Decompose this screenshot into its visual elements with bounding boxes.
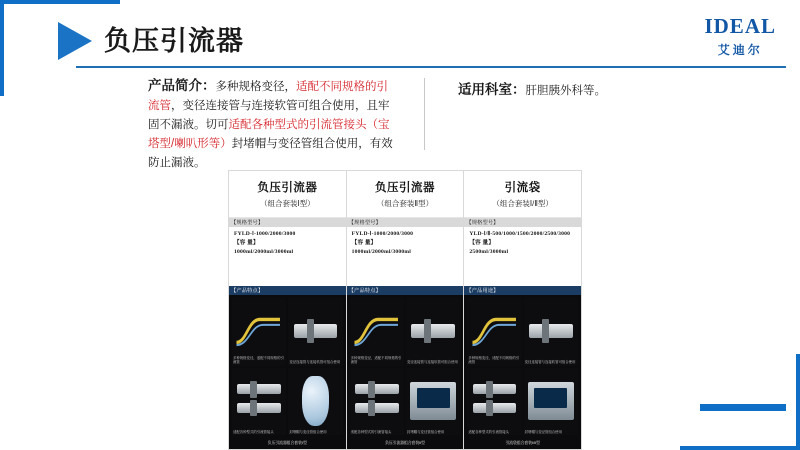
product-column-1-spec	[229, 227, 346, 286]
product-column-1-footer: 负压引流器组合套装Ⅰ型	[229, 438, 346, 449]
photo-caption: 封堵帽与变径管组合使用	[407, 429, 445, 434]
spec-line: 【容 量】	[469, 240, 495, 246]
spec-line: 1000ml/2000ml/3000ml	[351, 249, 411, 255]
spec-line: 【容 量】	[234, 240, 259, 246]
photo-caption: 封堵帽与变径管组合使用	[289, 429, 327, 434]
department-block	[458, 80, 708, 101]
spec-line: 1000ml/2000ml/3000ml	[234, 249, 294, 255]
product-column-2	[347, 171, 465, 449]
photo-caption: 多种规格变径，适配不同规格的引流管	[350, 355, 402, 365]
product-column-2-photo-label: 【产品特点】	[347, 286, 464, 295]
product-column-2-header	[347, 171, 464, 218]
photo-caption: 变径连接管与连接软管可组合使用	[524, 360, 576, 365]
accent-bar	[700, 404, 786, 411]
frame-line-top-left-vertical	[0, 0, 4, 96]
product-column-1-subtitle: （组合套装Ⅰ型）	[259, 199, 315, 208]
product-column-3-spec	[464, 227, 581, 286]
suction-device-photo	[406, 368, 460, 436]
product-column-1-photo-label: 【产品特点】	[229, 286, 346, 295]
product-column-2-spec	[347, 227, 464, 286]
product-column-1-photos	[229, 295, 346, 438]
play-triangle-icon	[58, 22, 92, 60]
logo	[704, 14, 776, 58]
suction-device-photo	[524, 368, 578, 436]
product-intro-text-1: 多种规格变径，	[215, 81, 296, 93]
photo-caption: 封堵帽与变径管组合使用	[524, 429, 562, 434]
product-column-1-spec-label: 【规格型号】	[229, 218, 346, 227]
product-intro-text-2: ，变径连接管与连接软管可组合使用，且牢固不漏液。切可	[148, 100, 390, 131]
photo-caption: 多种规格变径，适配不同规格的引流管	[468, 355, 520, 365]
product-intro-text-3: 封堵帽与变径管组合使用，有效防止漏液。	[148, 138, 393, 169]
photo-caption: 适配各种型式的引流管接头	[233, 429, 274, 434]
product-table	[228, 170, 582, 450]
product-column-2-title: 负压引流器	[375, 182, 435, 194]
spec-line: FYLD-Ⅰ-1000/2000/3000	[351, 231, 414, 237]
product-intro	[148, 76, 393, 173]
product-column-3-header	[464, 171, 581, 218]
product-column-3-title: 引流袋	[504, 182, 541, 194]
drainage-tube-photo	[350, 298, 404, 366]
photo-caption: 多种规格变径，适配不同规格的引流管	[233, 355, 284, 365]
product-column-2-subtitle: （组合套装Ⅱ型）	[376, 199, 434, 208]
product-column-1-header	[229, 171, 346, 218]
product-column-3-spec-label: 【规格型号】	[464, 218, 581, 227]
product-intro-label: 产品简介：	[148, 78, 216, 93]
frame-line-top-left-horizontal	[0, 0, 120, 4]
product-column-3-photos	[464, 295, 581, 438]
department-value: 肝胆胰外科等。	[525, 85, 606, 97]
product-intro-highlight-2: 适配各种型式的引流管接头（宝塔型/喇叭形等）	[148, 119, 390, 150]
intro-divider	[424, 78, 425, 150]
page-title: 负压引流器	[104, 26, 244, 56]
frame-line-bottom-right-horizontal	[680, 446, 800, 450]
drainage-tube-photo	[467, 298, 521, 366]
product-column-3-footer: 引流袋组合套装Ⅰ/Ⅱ型	[464, 438, 581, 449]
connector-photo	[406, 298, 460, 366]
photo-caption: 变径连接管与连接软管可组合使用	[289, 360, 341, 365]
department-label: 适用科室：	[458, 82, 526, 97]
product-column-3-photo-label: 【产品用途】	[464, 286, 581, 295]
drainage-tube-photo	[232, 298, 286, 366]
spec-line: 2500ml/3000ml	[469, 249, 509, 255]
photo-caption: 适配各种型式的引流管接头	[350, 429, 392, 434]
connector-photo	[524, 298, 578, 366]
spec-line: YLD-Ⅰ/Ⅱ-500/1000/1500/2000/2500/3000	[469, 231, 571, 237]
connector-set-photo	[350, 368, 404, 436]
connector-photo	[288, 298, 342, 366]
photo-caption: 变径连接管与连接软管可组合使用	[407, 360, 458, 365]
connector-set-photo	[467, 368, 521, 436]
photo-caption: 适配各种型式的引流管接头	[468, 429, 510, 434]
product-column-3	[464, 171, 581, 449]
product-column-2-spec-label: 【规格型号】	[347, 218, 464, 227]
product-intro-highlight-1: 适配不同规格的引流管	[148, 81, 388, 112]
product-column-1-title: 负压引流器	[257, 182, 318, 194]
product-column-3-subtitle: （组合套装Ⅰ/Ⅱ型）	[492, 199, 553, 208]
frame-line-bottom-right-vertical	[796, 354, 800, 450]
product-column-2-photos	[347, 295, 464, 438]
product-column-1	[229, 171, 347, 449]
logo-brand-cn-text: 艾迪尔	[717, 43, 763, 57]
spec-line: FYLD-Ⅰ-1000/2000/3000	[234, 231, 296, 237]
product-column-2-footer: 负压引流器组合套装Ⅱ型	[347, 438, 464, 449]
logo-brand-text: IDEAL	[704, 14, 776, 38]
connector-set-photo	[232, 368, 286, 436]
suction-bottle-photo	[288, 368, 342, 436]
spec-line: 【容 量】	[351, 240, 377, 246]
header-divider	[76, 66, 786, 68]
